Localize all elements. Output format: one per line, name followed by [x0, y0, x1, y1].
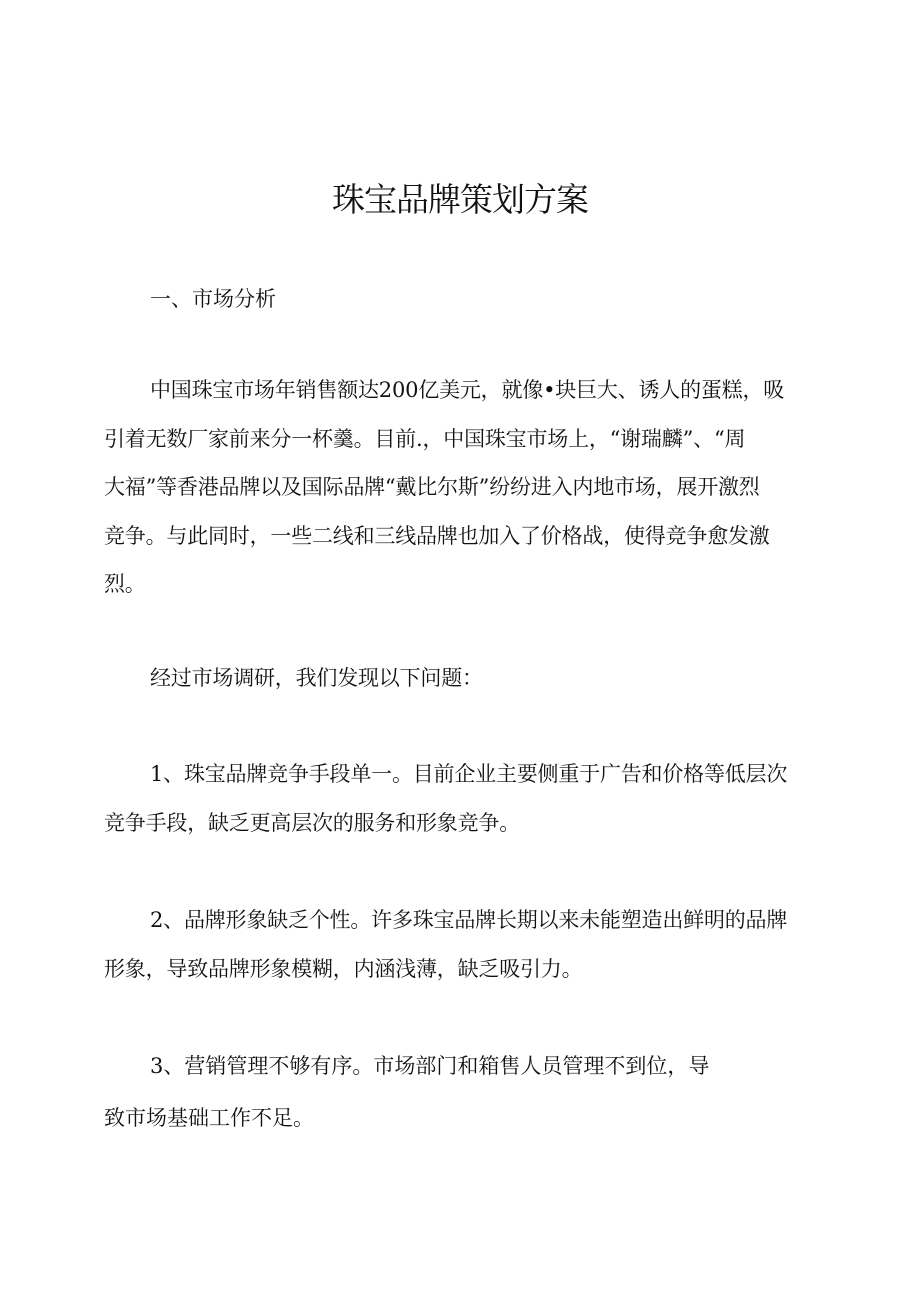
issue-3-paragraph-line-1: 3、营销管理不够有序。市场部门和箱售人员管理不到位，导 [150, 1054, 710, 1078]
issue-3-paragraph-line-2: 致市场基础工作不足。 [104, 1106, 314, 1130]
market-analysis-paragraph [104, 366, 816, 609]
paragraph-line: 烈。 [104, 572, 146, 596]
document-title: 珠宝品牌策划方案 [332, 180, 588, 219]
research-intro-paragraph [104, 654, 816, 703]
paragraph-line: 形象，导致品牌形象模糊，内涵浅薄，缺乏吸引力。 [104, 956, 583, 981]
issue-2-paragraph [104, 896, 816, 993]
paragraph-line: 竞争。与此同时，一些二线和三线品牌也加入了价格战，使得竞争愈发激 [104, 523, 770, 548]
paragraph-line: 2、品牌形象缺乏个性。许多珠宝品牌长期以来未能塑造出鲜明的品牌 [150, 908, 788, 932]
paragraph-line: 1、珠宝品牌竞争手段单一。目前企业主要侧重于广告和价格等低层次 [150, 762, 788, 786]
paragraph-line: 中国珠宝市场年销售额达200亿美元，就像•块巨大、诱人的蛋糕，吸 [150, 378, 785, 402]
paragraph-line: 经过市场调研，我们发现以下问题： [150, 666, 483, 690]
paragraph-line: 大福”等香港品牌以及国际品牌“戴比尔斯”纷纷进入内地市场，展开激烈 [104, 475, 760, 499]
paragraph-line: 引着无数厂家前来分一杯羹。目前.，中国珠宝市场上，“谢瑞麟”、“周 [104, 426, 746, 451]
issue-1-paragraph [104, 750, 816, 847]
section-heading: 一、市场分析 [150, 287, 276, 311]
paragraph-line: 竞争手段，缺乏更高层次的服务和形象竞争。 [104, 810, 520, 835]
